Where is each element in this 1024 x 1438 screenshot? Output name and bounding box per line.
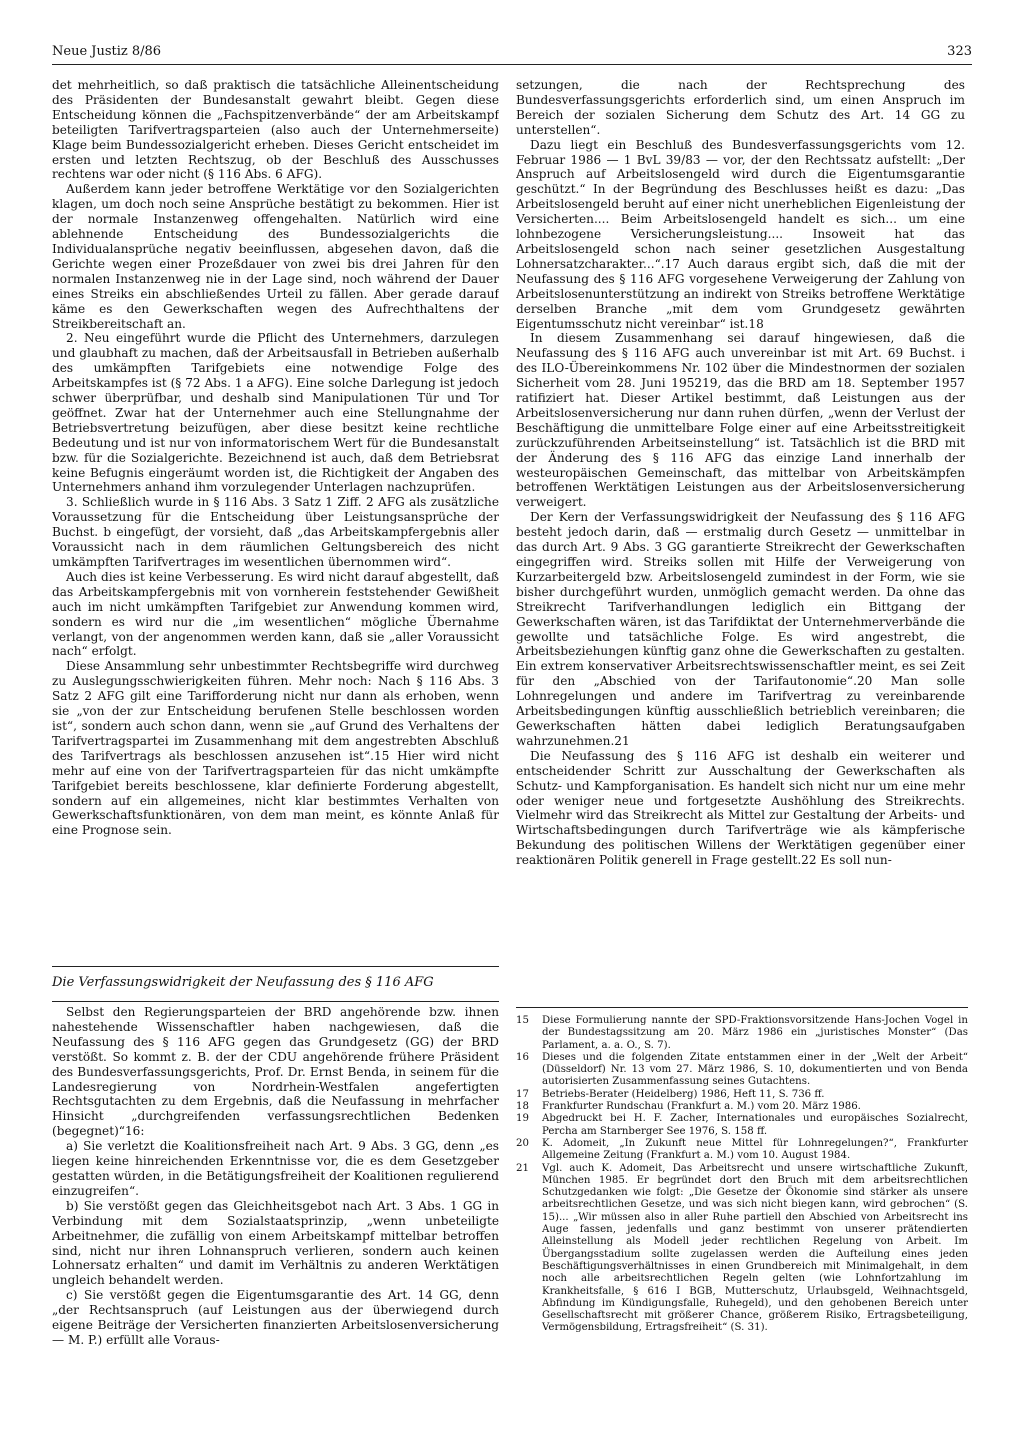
left-column-bottom [52, 1005, 499, 1395]
footnote-separator [516, 1007, 968, 1008]
paragraph: a) Sie verletzt die Koalitionsfreiheit nach Art. 9 Abs. 3 GG, denn „es liegen keine hinreichenden Erkenntnisse vor, die es dem Gesetzgeber gestatten würden, in die Betätigungsfreiheit der Koalitionen regulierend einzugreifen“. [52, 1139, 499, 1198]
footnote [516, 1163, 968, 1335]
header-rule [52, 64, 972, 65]
paragraph: Selbst den Regierungsparteien der BRD angehörende bzw. ihnen nahestehende Wissenschaftler haben nachgewiesen, daß die Neufassung des § 116 AFG gegen das Grundgesetz (GG) der BRD verstößt. So kommt z. B. der der CDU angehörende frühere Präsident des Bundesverfassungsgerichts, Prof. Dr. Ernst Benda, in seinem für die Landesregierung von Nordrhein-Westfalen angefertigten Rechtsgutachten zu dem Ergebnis, daß die Neufassung in mehrfacher Hinsicht „durchgreifenden verfassungsrechtlichen Bedenken (begegnet)“16: [52, 1005, 499, 1139]
footnote-text: Abgedruckt bei H. F. Zacher, Internationales und europäisches Sozialrecht, Percha am Starnberger See 1976, S. 158 ff. [542, 1113, 968, 1137]
footnote [516, 1113, 968, 1138]
paragraph: In diesem Zusammenhang sei darauf hingewiesen, daß die Neufassung des § 116 AFG auch unvereinbar ist mit Art. 69 Buchst. i des ILO-Übereinkommens Nr. 102 über die Mindestnormen der sozialen Sicherheit vom 28. Juni 195219, das die BRD am 18. September 1957 ratifiziert hat. Dieser Artikel bestimmt, daß Leistungen aus der Arbeitslosenversicherung nur dann ruhen dürfen, „wenn der Verlust der Beschäftigung die unmittelbare Folge einer auf eine Arbeitsstreitigkeit zurückzuführenden Arbeitseinstellung“ ist. Tatsächlich ist die BRD mit der Änderung des § 116 AFG das einzige Land innerhalb der westeuropäischen Gemeinschaft, das mittelbar von Arbeitskämpfen betroffenen Werktätigen Leistungen aus der Arbeitslosenversicherung verweigert. [516, 331, 965, 510]
footnote [516, 1101, 968, 1113]
footnotes [516, 1015, 968, 1395]
paragraph: Diese Ansammlung sehr unbestimmter Rechtsbegriffe wird durchweg zu Auslegungsschwierigkeiten führen. Mehr noch: Nach § 116 Abs. 3 Satz 2 AFG gilt eine Tarifforderung nicht nur dann als erhoben, wenn sie „von der zur Entscheidung berufenen Stelle beschlossen worden ist“, sondern auch schon dann, wenn sie „auf Grund des Verhaltens der Tarifvertragspartei im Zusammenhang mit dem angestrebten Abschluß des Tarifvertrags als beschlossen anzusehen ist“.15 Hier wird nicht mehr auf eine von der Tarifvertragsparteien für das nicht umkämpfte Tarifgebiet bereits beschlossene, klar definierte Forderung abgestellt, sondern auf ein allgemeines, nicht klar bestimmtes Verhalten von Gewerkschaftsfunktionären, von dem man meint, es könnte Anlaß für eine Prognose sein. [52, 659, 499, 838]
left-column-top [52, 78, 499, 966]
right-column [516, 78, 965, 978]
paragraph: c) Sie verstößt gegen die Eigentumsgarantie des Art. 14 GG, denn „der Rechtsanspruch (auf Leistungen aus der überwiegend durch eigene Beiträge der Versicherten finanzierten Arbeitslosenversicherung — M. P.) erfüllt alle Voraus- [52, 1288, 499, 1347]
paragraph: Die Neufassung des § 116 AFG ist deshalb ein weiterer und entscheidender Schritt zur Ausschaltung der Gewerkschaften als Schutz- und Kampforganisation. Es handelt sich nicht nur um eine mehr oder weniger neue und fortgesetzte Aushöhlung des Streikrechts. Vielmehr wird das Streikrecht als Mittel zur Gestaltung der Arbeits- und Wirtschaftsbedingungen durch Tarifverträge wie als kämpferische Bekundung des politischen Willens der Werktätigen gegenüber einer reaktionären Politik generell in Frage gestellt.22 Es soll nun- [516, 748, 965, 868]
paragraph: Dazu liegt ein Beschluß des Bundesverfassungsgerichts vom 12. Februar 1986 — 1 BvL 39/83 — vor, der den Rechtssatz aufstellt: „Der Anspruch auf Arbeitslosengeld wird durch die Eigentumsgarantie geschützt.“ In der Begründung des Beschlusses heißt es dazu: „Das Arbeitslosengeld beruht auf einer nicht unerheblichen Eigenleistung der Versicherten.... Beim Arbeitslosengeld handelt es sich... um eine lohnbezogene Versicherungsleistung.... Insoweit hat das Arbeitslosengeld schon nach seiner gesetzlichen Ausgestaltung Lohnersatzcharakter...“.17 Auch daraus ergibt sich, daß die mit der Neufassung des § 116 AFG vorgesehene Verweigerung der Zahlung von Arbeitslosenunterstützung an indirekt von Streiks betroffene Werktätige derselben Branche „mit dem vom Grundgesetz gewährten Eigentumsschutz nicht vereinbar“ ist.18 [516, 137, 965, 331]
footnote [516, 1015, 968, 1052]
section-heading-text: Die Verfassungswidrigkeit der Neufassung des § 116 AFG [52, 975, 434, 990]
footnote-text: K. Adomeit, „In Zukunft neue Mittel für Lohnregelungen?“, Frankfurter Allgemeine Zeitung (Frankfurt a. M.) vom 10. August 1984. [542, 1137, 968, 1162]
footnote [516, 1052, 968, 1089]
footnote-number: 19 [516, 1113, 529, 1125]
footnote-number: 18 [516, 1101, 529, 1113]
footnote-text: Dieses und die folgenden Zitate entstammen einer in der „Welt der Arbeit“ (Düsseldorf) Nr. 13 vom 27. März 1986, S. 10, dokumentierten und von Benda autorisierten Zusammenfassung seines Gutachtens. [542, 1051, 968, 1088]
paragraph: Auch dies ist keine Verbesserung. Es wird nicht darauf abgestellt, daß das Arbeitskampfergebnis mit von vornherein feststehender Gewißheit auch im nicht umkämpften Tarifgebiet zur Anwendung kommen wird, sondern es wird nur die „im wesentlichen“ mögliche Übernahme verlangt, von der angenommen werden kann, daß sie „aller Voraussicht nach“ erfolgt. [52, 569, 499, 659]
footnote-text: Betriebs-Berater (Heidelberg) 1986, Heft 11, S. 736 ff. [542, 1088, 825, 1100]
footnote-number: 21 [516, 1162, 529, 1174]
footnote [516, 1138, 968, 1163]
section-heading [52, 966, 499, 1002]
footnote-number: 15 [516, 1015, 529, 1026]
paragraph: setzungen, die nach der Rechtsprechung des Bundesverfassungsgerichts erforderlich sind, um einen Anspruch im Bereich der sozialen Sicherung dem Schutz des Art. 14 GG zu unterstellen“. [516, 78, 965, 137]
footnote-text: Diese Formulierung nannte der SPD-Fraktionsvorsitzende Hans-Jochen Vogel in der Bundestagssitzung am 20. März 1986 ein „juristisches Monster“ (Das Parlament, a. a. O., S. 7). [542, 1015, 968, 1051]
footnote [516, 1089, 968, 1101]
paragraph: det mehrheitlich, so daß praktisch die tatsächliche Alleinentscheidung des Präsidenten der Bundesanstalt gewahrt bleibt. Gegen diese Entscheidung können die „Fachspitzenverbände“ der am Arbeitskampf beteiligten Tarifvertragsparteien (also auch der Unternehmerseite) Klage beim Bundessozialgericht erheben. Dieses Gericht entscheidet im ersten und letzten Rechtszug, ob der Beschluß des Ausschusses rechtens war oder nicht (§ 116 Abs. 6 AFG). [52, 78, 499, 182]
page-number: 323 [947, 44, 972, 59]
footnote-number: 20 [516, 1137, 529, 1149]
footnote-text: Frankfurter Rundschau (Frankfurt a. M.) vom 20. März 1986. [542, 1101, 861, 1113]
footnote-number: 16 [516, 1051, 529, 1063]
paragraph: Der Kern der Verfassungswidrigkeit der Neufassung des § 116 AFG besteht jedoch darin, daß — erstmalig durch Gesetz — unmittelbar in das durch Art. 9 Abs. 3 GG garantierte Streikrecht der Gewerkschaften eingegriffen wird. Streiks sollen mit Hilfe der Verweigerung von Kurzarbeitergeld bzw. Arbeitslosengeld zumindest in der Form, wie sie bisher durchgeführt wurden, unmöglich gemacht werden. Da ohne das Streikrecht Tarifverhandlungen lediglich ein Bittgang der Gewerkschaften wären, ist das Tarifdiktat der Unternehmerverbände die gewollte und tatsächliche Folge. Es wird angestrebt, die Arbeitsbeziehungen künftig ganz ohne die Gewerkschaften zu gestalten. Ein extrem konservativer Arbeitsrechtswissenschaftler meint, es sei Zeit für den „Abschied von der Tarifautonomie“.20 Man solle Lohnregelungen und andere im Tarifvertrag zu vereinbarende Arbeitsbedingungen künftig ausschließlich betrieblich vereinbaren; die Gewerkschaften hätten dabei lediglich Beratungsaufgaben wahrzunehmen.21 [516, 510, 965, 748]
paragraph: b) Sie verstößt gegen das Gleichheitsgebot nach Art. 3 Abs. 1 GG in Verbindung mit dem Sozialstaatsprinzip, „wenn unbeteiligte Arbeitnehmer, die zufällig von einem Arbeitskampf mittelbar betroffen sind, nicht nur ihren Lohnanspruch verlieren, sondern auch keinen Lohnersatz erhalten“ und damit im Verhältnis zu anderen Werktätigen ungleich behandelt werden. [52, 1198, 499, 1288]
paragraph: 2. Neu eingeführt wurde die Pflicht des Unternehmers, darzulegen und glaubhaft zu machen, daß der Arbeitsausfall in Betrieben außerhalb des umkämpften Tarifgebiets eine notwendige Folge des Arbeitskampfes ist (§ 72 Abs. 1 a AFG). Eine solche Darlegung ist jedoch schwer überprüfbar, und deshalb sind Manipulationen Tür und Tor geöffnet. Zwar hat der Unternehmer auch eine Stellungnahme der Betriebsvertretung beizufügen, aber diese besitzt keine rechtliche Bedeutung und ist nur von informatorischem Wert für die Bundesanstalt bzw. für die Sozialgerichte. Bezeichnend ist auch, daß dem Betriebsrat keine Befugnis eingeräumt worden ist, die Richtigkeit der Angaben des Unternehmers anhand ihm vorzulegender Unterlagen nachzuprüfen. [52, 331, 499, 495]
paragraph: 3. Schließlich wurde in § 116 Abs. 3 Satz 1 Ziff. 2 AFG als zusätzliche Voraussetzung für die Entscheidung über Leistungsansprüche der Buchst. b eingefügt, der vorsieht, daß „das Arbeitskampfergebnis aller Voraussicht nach in dem räumlichen Geltungsbereich des nicht umkämpften Tarifvertrages im wesentlichen übernommen wird“. [52, 495, 499, 569]
page-header [52, 44, 972, 66]
footnote-text: Vgl. auch K. Adomeit, Das Arbeitsrecht und unsere wirtschaftliche Zukunft, München 1985. Er begründet dort den Bruch mit dem arbeitsrechtlichen Schutzgedanken wie folgt: „Die Gesetze der Ökonomie sind stärker als unsere arbeitsrechtlichen Gesetze, und was sich nicht biegen kann, wird gebrochen“ (S. 15)... „Wir müssen also in aller Ruhe partiell den Abschied von Arbeitsrecht ins Auge fassen, jedenfalls und ganz bestimmt von unserer prätendierten Alleinstellung als Modell jeder rechtlichen Regelung von Arbeit. Im Übergangsstadium sollte zugelassen werden die Aufteilung eines jeden Beschäftigungsverhältnisses in einen Grundbereich mit Minimalgehalt, in dem noch alle arbeitsrechtlichen Regeln gelten (wie Lohnfortzahlung im Krankheitsfalle, § 616 I BGB, Mutterschutz, Urlaubsgeld, Weihnachtsgeld, Abfindung im Kündigungsfalle, Ruhegeld), und den gehobenen Bereich unter Gesellschaftsrecht mit größerer Chance, größerem Risiko, Ertragsbeteiligung, Vermögensbildung, Ertragsfreiheit“ (S. 31). [542, 1162, 968, 1334]
paragraph: Außerdem kann jeder betroffene Werktätige vor den Sozialgerichten klagen, um doch noch seine Ansprüche bestätigt zu bekommen. Hier ist der normale Instanzenweg offengehalten. Natürlich wird eine ablehnende Entscheidung des Bundessozialgerichts die Individualansprüche negativ beeinflussen, abgesehen davon, daß die Gerichte wegen einer Prozeßdauer von zwei bis drei Jahren für den normalen Instanzenweg nie in der Lage sind, noch während der Dauer eines Streiks ein abschließendes Urteil zu fällen. Aber gerade darauf käme es den Gewerkschaften wegen des Aufrechthaltens der Streikbereitschaft an. [52, 182, 499, 331]
journal-title: Neue Justiz 8/86 [52, 44, 162, 59]
footnote-number: 17 [516, 1088, 529, 1100]
